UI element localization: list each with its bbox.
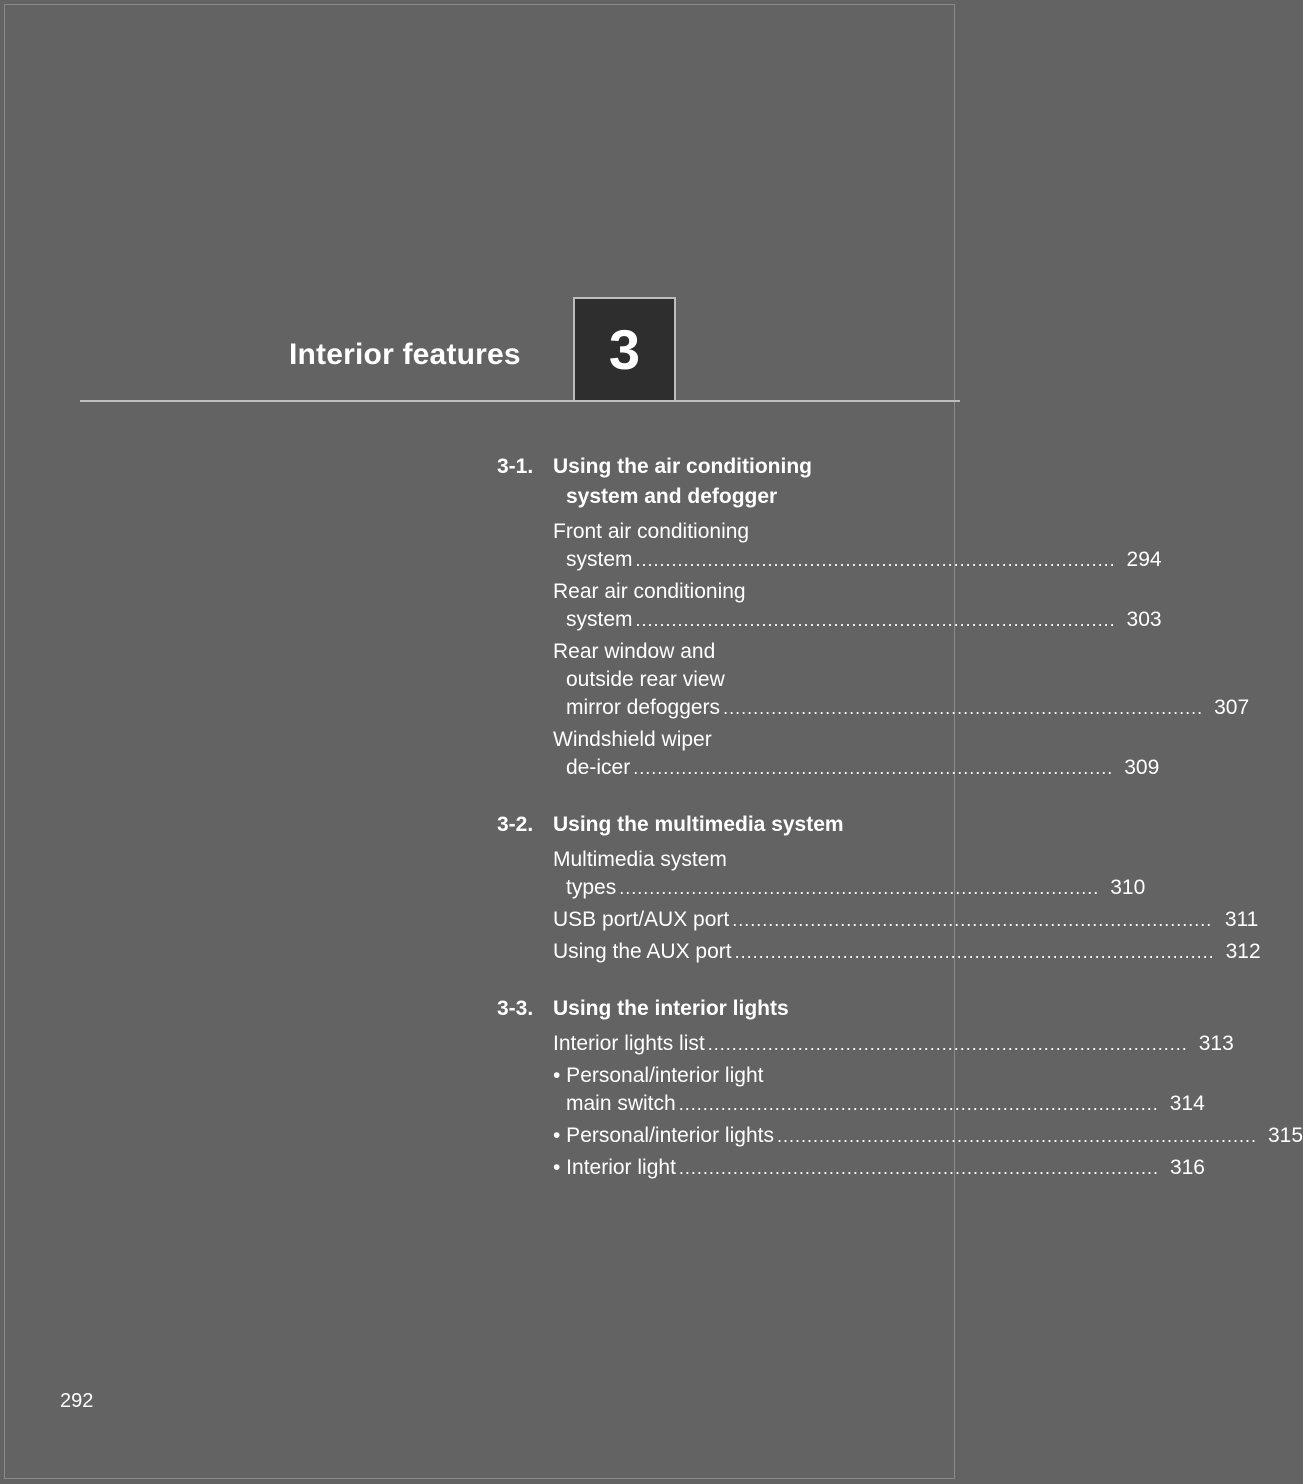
toc-entries (553, 518, 1250, 782)
chapter-title: Interior features (289, 338, 521, 371)
entry-last-line (553, 1154, 1205, 1182)
entry-text: • Interior light (553, 1156, 676, 1179)
dot-leader: ................................................................................ (732, 910, 1213, 930)
dot-leader: ................................................................................ (734, 942, 1215, 962)
toc-entry[interactable] (553, 726, 1160, 782)
dot-leader: ................................................................................ (633, 758, 1114, 778)
entry-text: de-icer (566, 756, 631, 779)
entry-text: USB port/AUX port (553, 908, 730, 931)
dot-leader: ................................................................................ (678, 1158, 1159, 1178)
toc-entry[interactable] (553, 906, 1259, 934)
section-title (553, 452, 870, 512)
entry-text: system (566, 548, 633, 571)
entry-last-line (553, 546, 1162, 574)
chapter-number: 3 (608, 318, 641, 381)
toc-entry[interactable] (553, 1030, 1234, 1058)
entry-page-number: 303 (1126, 608, 1162, 631)
entry-page-number: 309 (1124, 756, 1160, 779)
dot-leader: ................................................................................ (619, 878, 1100, 898)
section-title-line: Using the multimedia system (553, 813, 844, 836)
toc-entry[interactable] (553, 518, 1162, 574)
section-title-line: system and defogger (566, 485, 778, 508)
entry-text: system (566, 608, 633, 631)
dot-leader: ................................................................................ (776, 1126, 1258, 1146)
dot-leader: ................................................................................ (723, 698, 1204, 718)
toc-section (497, 994, 1303, 1182)
entry-last-line (553, 1122, 1303, 1150)
entry-text: Interior lights list (553, 1032, 705, 1055)
entry-text: Using the AUX port (553, 940, 732, 963)
dot-leader: ................................................................................ (678, 1094, 1159, 1114)
entry-page-number: 316 (1169, 1156, 1205, 1179)
entry-last-line (553, 874, 1146, 902)
table-of-contents (497, 452, 1303, 1210)
section-title-line: Using the air conditioning (553, 455, 812, 478)
entry-text: • Personal/interior lights (553, 1124, 774, 1147)
toc-entries (553, 1030, 1303, 1182)
toc-section (497, 452, 1250, 782)
entry-text: mirror defoggers (566, 696, 721, 719)
toc-entry[interactable] (553, 638, 1250, 722)
section-heading (497, 452, 870, 512)
header-rule (80, 400, 960, 402)
entry-text-line: Windshield wiper (553, 728, 712, 751)
entry-page-number: 310 (1110, 876, 1146, 899)
dot-leader: ................................................................................ (635, 550, 1116, 570)
section-number: 3-1. (497, 455, 534, 478)
entry-last-line (553, 694, 1250, 722)
page-number: 292 (60, 1390, 94, 1412)
entry-page-number: 311 (1224, 908, 1259, 931)
toc-entry[interactable] (553, 1122, 1303, 1150)
section-title (553, 994, 870, 1024)
entry-text: main switch (566, 1092, 676, 1115)
section-heading (497, 810, 870, 840)
section-number: 3-2. (497, 813, 534, 836)
entry-last-line (553, 754, 1160, 782)
entry-page-number: 315 (1267, 1124, 1303, 1147)
toc-entry[interactable] (553, 938, 1261, 966)
entry-text: types (566, 876, 617, 899)
entry-text-line: • Personal/interior light (553, 1064, 764, 1087)
toc-entry[interactable] (553, 578, 1162, 634)
entry-page-number: 313 (1198, 1032, 1234, 1055)
toc-section (497, 810, 1261, 966)
dot-leader: ................................................................................ (707, 1034, 1188, 1054)
toc-entry[interactable] (553, 846, 1146, 902)
entry-last-line (553, 938, 1261, 966)
entry-last-line (553, 906, 1259, 934)
entry-last-line (553, 606, 1162, 634)
entry-last-line (553, 1090, 1205, 1118)
entry-page-number: 307 (1214, 696, 1250, 719)
entry-text-line: Rear window and (553, 640, 716, 663)
entry-text-line: Multimedia system (553, 848, 727, 871)
section-heading (497, 994, 870, 1024)
entry-text-line: outside rear view (566, 668, 725, 691)
section-number: 3-3. (497, 997, 534, 1020)
entry-last-line (553, 1030, 1234, 1058)
entry-page-number: 314 (1169, 1092, 1205, 1115)
toc-entry[interactable] (553, 1154, 1205, 1182)
toc-entry[interactable] (553, 1062, 1205, 1118)
entry-page-number: 294 (1126, 548, 1162, 571)
entry-text-line: Front air conditioning (553, 520, 750, 543)
dot-leader: ................................................................................ (635, 610, 1116, 630)
entry-page-number: 312 (1225, 940, 1261, 963)
entry-text-line: Rear air conditioning (553, 580, 746, 603)
toc-entries (553, 846, 1261, 966)
chapter-number-tab (573, 297, 676, 400)
section-title (553, 810, 870, 840)
section-title-line: Using the interior lights (553, 997, 789, 1020)
